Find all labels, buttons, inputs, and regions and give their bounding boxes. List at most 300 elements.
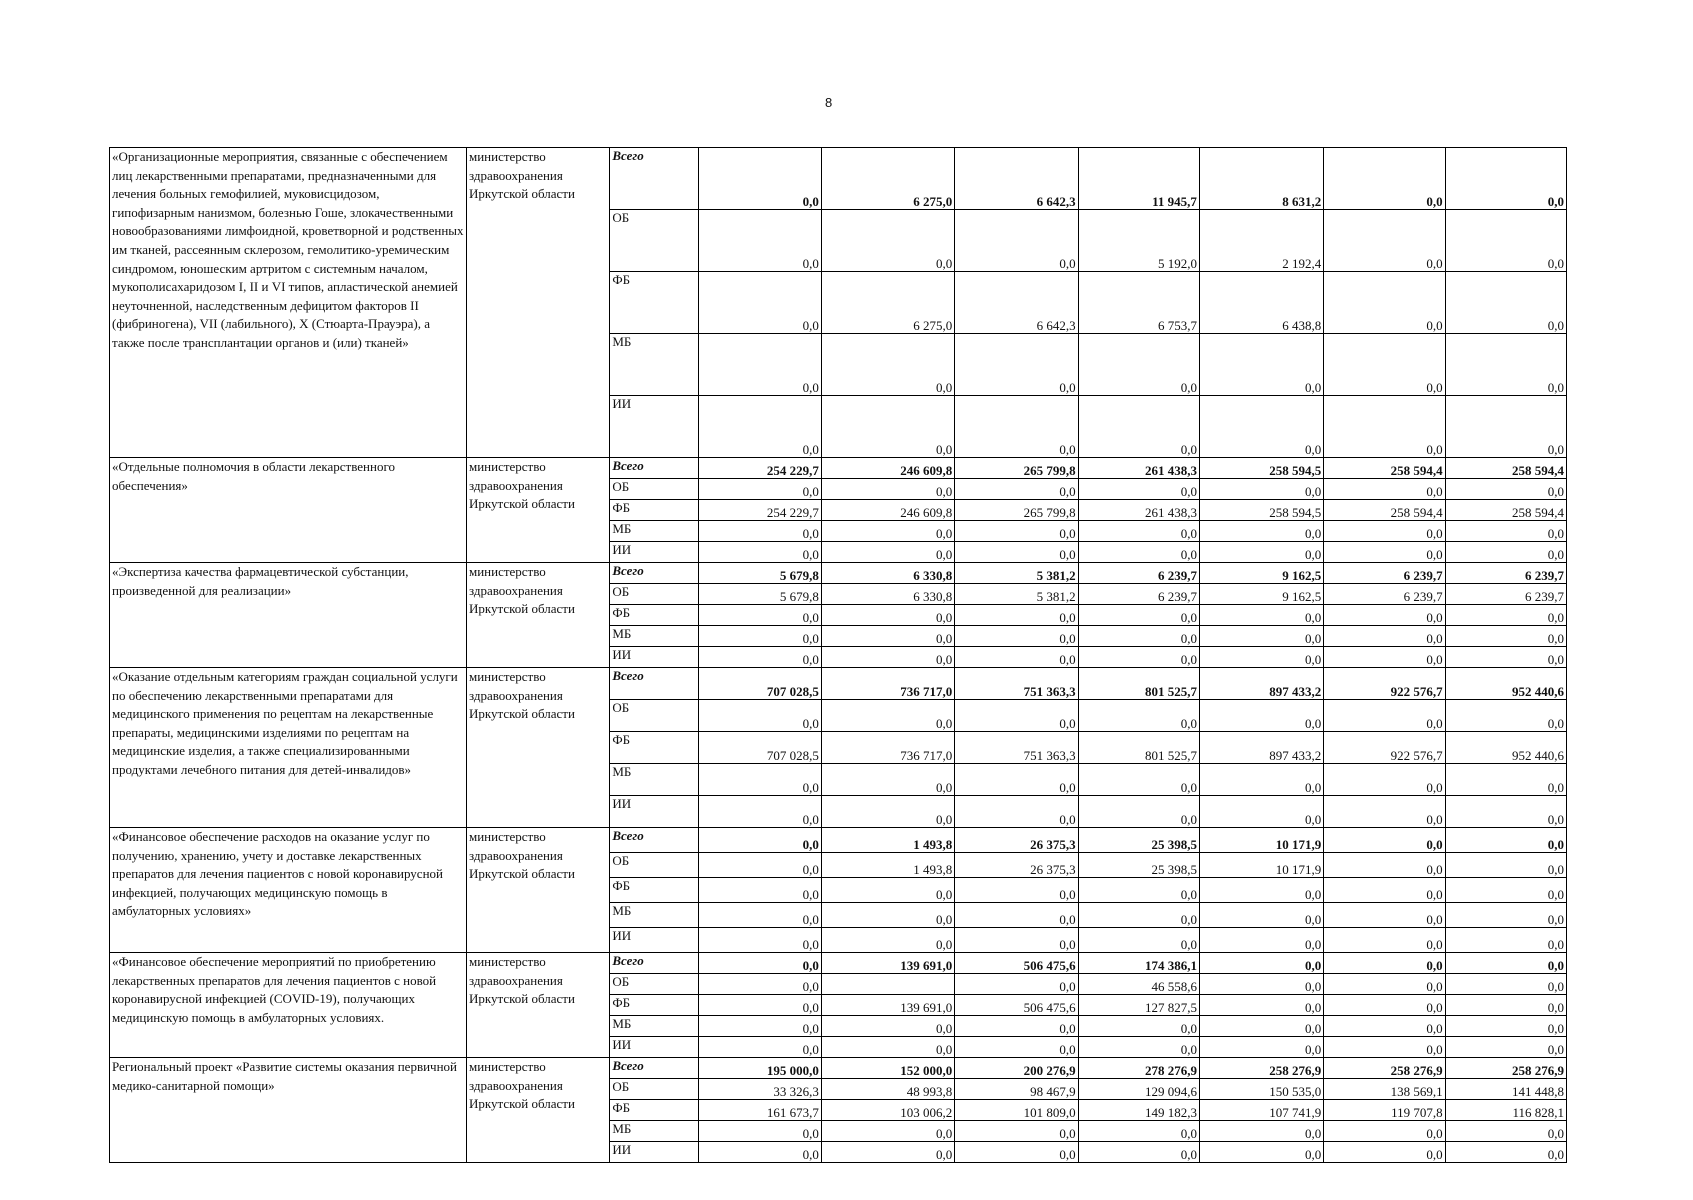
amount-cell: 0,0 bbox=[1078, 764, 1199, 796]
amount-cell: 0,0 bbox=[955, 542, 1078, 563]
amount-cell: 0,0 bbox=[821, 626, 954, 647]
amount-cell: 0,0 bbox=[1199, 334, 1323, 396]
funding-source: ФБ bbox=[610, 500, 698, 521]
funding-source: ОБ bbox=[610, 974, 698, 995]
amount-cell: 0,0 bbox=[698, 479, 821, 500]
amount-cell: 506 475,6 bbox=[955, 995, 1078, 1016]
amount-cell: 9 162,5 bbox=[1199, 584, 1323, 605]
amount-cell: 2 192,4 bbox=[1199, 210, 1323, 272]
amount-cell: 0,0 bbox=[821, 700, 954, 732]
amount-cell: 0,0 bbox=[698, 210, 821, 272]
funding-source: Всего bbox=[610, 953, 698, 974]
amount-cell: 0,0 bbox=[955, 334, 1078, 396]
amount-cell: 265 799,8 bbox=[955, 458, 1078, 479]
amount-cell: 0,0 bbox=[821, 521, 954, 542]
amount-cell: 0,0 bbox=[821, 334, 954, 396]
amount-cell: 0,0 bbox=[821, 903, 954, 928]
amount-cell: 261 438,3 bbox=[1078, 500, 1199, 521]
amount-cell: 0,0 bbox=[1199, 396, 1323, 458]
funding-source: ФБ bbox=[610, 732, 698, 764]
amount-cell: 0,0 bbox=[698, 521, 821, 542]
amount-cell: 0,0 bbox=[1078, 1016, 1199, 1037]
amount-cell: 139 691,0 bbox=[821, 953, 954, 974]
amount-cell: 0,0 bbox=[821, 878, 954, 903]
amount-cell: 0,0 bbox=[1445, 521, 1566, 542]
responsible-executor: министерство здравоохранения Иркутской области bbox=[466, 953, 609, 1058]
funding-source: ИИ bbox=[610, 928, 698, 953]
amount-cell: 258 594,4 bbox=[1445, 500, 1566, 521]
funding-source: ИИ bbox=[610, 396, 698, 458]
amount-cell: 6 239,7 bbox=[1324, 584, 1445, 605]
amount-cell: 0,0 bbox=[1445, 542, 1566, 563]
amount-cell: 0,0 bbox=[698, 853, 821, 878]
amount-cell: 0,0 bbox=[1445, 626, 1566, 647]
amount-cell: 0,0 bbox=[1199, 1016, 1323, 1037]
amount-cell: 0,0 bbox=[1199, 1037, 1323, 1058]
amount-cell: 0,0 bbox=[955, 1121, 1078, 1142]
amount-cell: 0,0 bbox=[821, 1121, 954, 1142]
funding-source: ИИ bbox=[610, 1037, 698, 1058]
amount-cell: 0,0 bbox=[955, 974, 1078, 995]
amount-cell: 11 945,7 bbox=[1078, 148, 1199, 210]
amount-cell: 0,0 bbox=[1324, 647, 1445, 668]
amount-cell: 6 275,0 bbox=[821, 148, 954, 210]
amount-cell: 0,0 bbox=[1078, 626, 1199, 647]
amount-cell: 174 386,1 bbox=[1078, 953, 1199, 974]
amount-cell: 0,0 bbox=[955, 700, 1078, 732]
amount-cell: 0,0 bbox=[1199, 928, 1323, 953]
amount-cell: 0,0 bbox=[955, 521, 1078, 542]
measure-name: «Финансовое обеспечение мероприятий по приобретению лекарственных препаратов для лечения пациентов с новой коронавирусной инфекцией (COVID-19), получающих медицинскую помощь в амбулаторных условиях. bbox=[110, 953, 467, 1058]
amount-cell: 0,0 bbox=[1445, 1016, 1566, 1037]
amount-cell: 258 276,9 bbox=[1324, 1058, 1445, 1079]
amount-cell: 1 493,8 bbox=[821, 853, 954, 878]
funding-source: ОБ bbox=[610, 700, 698, 732]
amount-cell: 0,0 bbox=[1445, 272, 1566, 334]
amount-cell: 0,0 bbox=[1324, 272, 1445, 334]
amount-cell: 258 276,9 bbox=[1199, 1058, 1323, 1079]
funding-source: Всего bbox=[610, 148, 698, 210]
amount-cell: 0,0 bbox=[1324, 1016, 1445, 1037]
amount-cell: 0,0 bbox=[1199, 1121, 1323, 1142]
measure-name: «Оказание отдельным категориям граждан социальной услуги по обеспечению лекарственными препаратами для медицинского применения по рецептам на лекарственные препараты, медицинскими изделиями по рецептам на медицинские изделия, а также специализированными продуктами лечебного питания для детей-инвалидов» bbox=[110, 668, 467, 828]
amount-cell: 0,0 bbox=[1078, 605, 1199, 626]
amount-cell: 0,0 bbox=[698, 878, 821, 903]
funding-source: ОБ bbox=[610, 584, 698, 605]
amount-cell: 0,0 bbox=[1445, 479, 1566, 500]
amount-cell: 261 438,3 bbox=[1078, 458, 1199, 479]
funding-source: ФБ bbox=[610, 1100, 698, 1121]
amount-cell: 0,0 bbox=[698, 647, 821, 668]
measure-name: «Организационные мероприятия, связанные с обеспечением лиц лекарственными препаратами, предназначенными для лечения больных гемофилией, муковисцидозом, гипофизарным нанизмом, болезнью Гоше, злокачественными новообразованиями лимфоидной, кроветворной и родственных им тканей, рассеянным склерозом, гемолитико-уремическим синдромом, юношеским артритом с системным началом, мукополисахаридозом I, II и VI типов, апластической анемией неуточненной, наследственным дефицитом факторов II (фибриногена), VII (лабильного), X (Стюарта-Прауэра), а также после трансплантации органов и (или) тканей» bbox=[110, 148, 467, 458]
amount-cell: 751 363,3 bbox=[955, 668, 1078, 700]
amount-cell: 0,0 bbox=[1445, 647, 1566, 668]
funding-source: ФБ bbox=[610, 995, 698, 1016]
funding-source: ИИ bbox=[610, 1142, 698, 1163]
amount-cell: 0,0 bbox=[1324, 853, 1445, 878]
amount-cell: 0,0 bbox=[1324, 396, 1445, 458]
amount-cell: 0,0 bbox=[1078, 647, 1199, 668]
amount-cell: 6 239,7 bbox=[1445, 584, 1566, 605]
amount-cell: 0,0 bbox=[1078, 796, 1199, 828]
amount-cell: 801 525,7 bbox=[1078, 732, 1199, 764]
amount-cell: 0,0 bbox=[955, 479, 1078, 500]
amount-cell: 6 642,3 bbox=[955, 148, 1078, 210]
amount-cell: 98 467,9 bbox=[955, 1079, 1078, 1100]
amount-cell: 0,0 bbox=[698, 928, 821, 953]
responsible-executor: министерство здравоохранения Иркутской области bbox=[466, 828, 609, 953]
amount-cell: 6 275,0 bbox=[821, 272, 954, 334]
amount-cell: 0,0 bbox=[955, 903, 1078, 928]
amount-cell: 138 569,1 bbox=[1324, 1079, 1445, 1100]
funding-source: ИИ bbox=[610, 796, 698, 828]
funding-source: Всего bbox=[610, 828, 698, 853]
amount-cell: 8 631,2 bbox=[1199, 148, 1323, 210]
amount-cell: 0,0 bbox=[1078, 878, 1199, 903]
amount-cell: 0,0 bbox=[1078, 334, 1199, 396]
amount-cell: 0,0 bbox=[821, 764, 954, 796]
amount-cell: 897 433,2 bbox=[1199, 732, 1323, 764]
amount-cell: 0,0 bbox=[1445, 953, 1566, 974]
amount-cell: 0,0 bbox=[1199, 796, 1323, 828]
measure-name: Региональный проект «Развитие системы оказания первичной медико-санитарной помощи» bbox=[110, 1058, 467, 1163]
amount-cell: 0,0 bbox=[1324, 521, 1445, 542]
amount-cell: 0,0 bbox=[1324, 995, 1445, 1016]
amount-cell: 6 330,8 bbox=[821, 584, 954, 605]
funding-source: ОБ bbox=[610, 210, 698, 272]
funding-source: МБ bbox=[610, 764, 698, 796]
amount-cell: 10 171,9 bbox=[1199, 853, 1323, 878]
amount-cell: 0,0 bbox=[1445, 995, 1566, 1016]
amount-cell: 0,0 bbox=[955, 878, 1078, 903]
amount-cell: 265 799,8 bbox=[955, 500, 1078, 521]
amount-cell: 6 753,7 bbox=[1078, 272, 1199, 334]
amount-cell: 0,0 bbox=[1445, 974, 1566, 995]
amount-cell: 0,0 bbox=[1199, 1142, 1323, 1163]
amount-cell: 0,0 bbox=[1199, 953, 1323, 974]
amount-cell: 0,0 bbox=[698, 764, 821, 796]
amount-cell: 26 375,3 bbox=[955, 828, 1078, 853]
amount-cell: 0,0 bbox=[1445, 1037, 1566, 1058]
funding-table bbox=[109, 147, 1567, 1163]
page-number: 8 bbox=[825, 95, 833, 110]
amount-cell: 0,0 bbox=[821, 210, 954, 272]
amount-cell: 0,0 bbox=[821, 542, 954, 563]
amount-cell: 139 691,0 bbox=[821, 995, 954, 1016]
amount-cell: 0,0 bbox=[1199, 647, 1323, 668]
amount-cell: 0,0 bbox=[1199, 479, 1323, 500]
funding-source: Всего bbox=[610, 458, 698, 479]
measure-name: «Экспертиза качества фармацевтической субстанции, произведенной для реализации» bbox=[110, 563, 467, 668]
funding-source: ФБ bbox=[610, 272, 698, 334]
amount-cell: 0,0 bbox=[1199, 764, 1323, 796]
amount-cell: 6 239,7 bbox=[1078, 584, 1199, 605]
amount-cell: 0,0 bbox=[821, 1142, 954, 1163]
amount-cell: 6 239,7 bbox=[1445, 563, 1566, 584]
amount-cell: 0,0 bbox=[698, 974, 821, 995]
amount-cell: 0,0 bbox=[1324, 479, 1445, 500]
measure-name: «Отдельные полномочия в области лекарственного обеспечения» bbox=[110, 458, 467, 563]
amount-cell: 0,0 bbox=[698, 796, 821, 828]
amount-cell: 0,0 bbox=[955, 1142, 1078, 1163]
amount-cell: 0,0 bbox=[698, 605, 821, 626]
amount-cell: 6 330,8 bbox=[821, 563, 954, 584]
amount-cell: 0,0 bbox=[821, 479, 954, 500]
amount-cell: 707 028,5 bbox=[698, 668, 821, 700]
funding-source: МБ bbox=[610, 626, 698, 647]
amount-cell: 107 741,9 bbox=[1199, 1100, 1323, 1121]
amount-cell: 0,0 bbox=[955, 626, 1078, 647]
amount-cell: 0,0 bbox=[1078, 1121, 1199, 1142]
funding-source: ФБ bbox=[610, 605, 698, 626]
amount-cell: 0,0 bbox=[1199, 700, 1323, 732]
amount-cell: 0,0 bbox=[1078, 1037, 1199, 1058]
amount-cell: 0,0 bbox=[1324, 210, 1445, 272]
amount-cell: 149 182,3 bbox=[1078, 1100, 1199, 1121]
funding-source: Всего bbox=[610, 668, 698, 700]
amount-cell: 0,0 bbox=[1324, 626, 1445, 647]
amount-cell: 0,0 bbox=[1445, 903, 1566, 928]
amount-cell: 0,0 bbox=[1199, 974, 1323, 995]
responsible-executor: министерство здравоохранения Иркутской области bbox=[466, 148, 609, 458]
amount-cell: 6 239,7 bbox=[1324, 563, 1445, 584]
amount-cell: 0,0 bbox=[1324, 953, 1445, 974]
amount-cell: 0,0 bbox=[1199, 878, 1323, 903]
amount-cell: 952 440,6 bbox=[1445, 732, 1566, 764]
amount-cell: 801 525,7 bbox=[1078, 668, 1199, 700]
amount-cell: 26 375,3 bbox=[955, 853, 1078, 878]
amount-cell: 278 276,9 bbox=[1078, 1058, 1199, 1079]
amount-cell bbox=[821, 974, 954, 995]
amount-cell: 0,0 bbox=[955, 396, 1078, 458]
amount-cell: 33 326,3 bbox=[698, 1079, 821, 1100]
amount-cell: 0,0 bbox=[1445, 928, 1566, 953]
funding-source: МБ bbox=[610, 521, 698, 542]
amount-cell: 5 192,0 bbox=[1078, 210, 1199, 272]
amount-cell: 0,0 bbox=[698, 148, 821, 210]
amount-cell: 0,0 bbox=[1078, 700, 1199, 732]
table-row bbox=[110, 1058, 1567, 1079]
amount-cell: 141 448,8 bbox=[1445, 1079, 1566, 1100]
amount-cell: 0,0 bbox=[1445, 1121, 1566, 1142]
amount-cell: 5 679,8 bbox=[698, 563, 821, 584]
responsible-executor: министерство здравоохранения Иркутской области bbox=[466, 563, 609, 668]
amount-cell: 129 094,6 bbox=[1078, 1079, 1199, 1100]
amount-cell: 152 000,0 bbox=[821, 1058, 954, 1079]
amount-cell: 0,0 bbox=[1078, 542, 1199, 563]
amount-cell: 0,0 bbox=[821, 928, 954, 953]
amount-cell: 0,0 bbox=[1445, 878, 1566, 903]
amount-cell: 101 809,0 bbox=[955, 1100, 1078, 1121]
funding-source: МБ bbox=[610, 1016, 698, 1037]
amount-cell: 0,0 bbox=[1445, 605, 1566, 626]
amount-cell: 0,0 bbox=[1324, 903, 1445, 928]
amount-cell: 10 171,9 bbox=[1199, 828, 1323, 853]
amount-cell: 922 576,7 bbox=[1324, 668, 1445, 700]
amount-cell: 0,0 bbox=[1445, 148, 1566, 210]
amount-cell: 0,0 bbox=[698, 828, 821, 853]
amount-cell: 25 398,5 bbox=[1078, 853, 1199, 878]
amount-cell: 6 438,8 bbox=[1199, 272, 1323, 334]
amount-cell: 116 828,1 bbox=[1445, 1100, 1566, 1121]
amount-cell: 0,0 bbox=[955, 1037, 1078, 1058]
amount-cell: 246 609,8 bbox=[821, 500, 954, 521]
amount-cell: 0,0 bbox=[955, 210, 1078, 272]
amount-cell: 6 239,7 bbox=[1078, 563, 1199, 584]
amount-cell: 0,0 bbox=[698, 396, 821, 458]
amount-cell: 0,0 bbox=[698, 1037, 821, 1058]
table-row bbox=[110, 458, 1567, 479]
amount-cell: 0,0 bbox=[698, 1016, 821, 1037]
amount-cell: 0,0 bbox=[821, 1037, 954, 1058]
amount-cell: 0,0 bbox=[1199, 605, 1323, 626]
amount-cell: 5 381,2 bbox=[955, 584, 1078, 605]
table-row bbox=[110, 563, 1567, 584]
amount-cell: 0,0 bbox=[1324, 764, 1445, 796]
amount-cell: 0,0 bbox=[1445, 828, 1566, 853]
amount-cell: 922 576,7 bbox=[1324, 732, 1445, 764]
amount-cell: 0,0 bbox=[1445, 396, 1566, 458]
amount-cell: 0,0 bbox=[1445, 210, 1566, 272]
amount-cell: 48 993,8 bbox=[821, 1079, 954, 1100]
measure-name: «Финансовое обеспечение расходов на оказание услуг по получению, хранению, учету и доставке лекарственных препаратов для лечения пациентов с новой коронавирусной инфекцией, получающих медицинскую помощь в амбулаторных условиях» bbox=[110, 828, 467, 953]
amount-cell: 6 642,3 bbox=[955, 272, 1078, 334]
amount-cell: 0,0 bbox=[698, 953, 821, 974]
funding-source: МБ bbox=[610, 1121, 698, 1142]
amount-cell: 707 028,5 bbox=[698, 732, 821, 764]
table-row bbox=[110, 148, 1567, 210]
amount-cell: 0,0 bbox=[1199, 995, 1323, 1016]
amount-cell: 0,0 bbox=[1078, 396, 1199, 458]
amount-cell: 161 673,7 bbox=[698, 1100, 821, 1121]
amount-cell: 0,0 bbox=[1324, 1037, 1445, 1058]
funding-source: ИИ bbox=[610, 647, 698, 668]
amount-cell: 0,0 bbox=[698, 903, 821, 928]
amount-cell: 0,0 bbox=[1324, 700, 1445, 732]
amount-cell: 0,0 bbox=[955, 647, 1078, 668]
amount-cell: 0,0 bbox=[1324, 796, 1445, 828]
amount-cell: 0,0 bbox=[1324, 148, 1445, 210]
amount-cell: 1 493,8 bbox=[821, 828, 954, 853]
amount-cell: 0,0 bbox=[1324, 974, 1445, 995]
amount-cell: 0,0 bbox=[1078, 479, 1199, 500]
amount-cell: 258 276,9 bbox=[1445, 1058, 1566, 1079]
table-row bbox=[110, 668, 1567, 700]
funding-source: МБ bbox=[610, 903, 698, 928]
amount-cell: 0,0 bbox=[1324, 1121, 1445, 1142]
amount-cell: 254 229,7 bbox=[698, 458, 821, 479]
amount-cell: 258 594,5 bbox=[1199, 500, 1323, 521]
funding-source: ОБ bbox=[610, 853, 698, 878]
amount-cell: 736 717,0 bbox=[821, 668, 954, 700]
table-row bbox=[110, 828, 1567, 853]
amount-cell: 0,0 bbox=[1324, 542, 1445, 563]
amount-cell: 150 535,0 bbox=[1199, 1079, 1323, 1100]
amount-cell: 246 609,8 bbox=[821, 458, 954, 479]
funding-source: Всего bbox=[610, 1058, 698, 1079]
amount-cell: 751 363,3 bbox=[955, 732, 1078, 764]
amount-cell: 0,0 bbox=[821, 796, 954, 828]
amount-cell: 0,0 bbox=[1445, 700, 1566, 732]
amount-cell: 0,0 bbox=[1324, 1142, 1445, 1163]
amount-cell: 0,0 bbox=[1324, 828, 1445, 853]
amount-cell: 0,0 bbox=[1445, 796, 1566, 828]
amount-cell: 258 594,4 bbox=[1324, 458, 1445, 479]
amount-cell: 0,0 bbox=[955, 796, 1078, 828]
funding-source: Всего bbox=[610, 563, 698, 584]
amount-cell: 258 594,4 bbox=[1445, 458, 1566, 479]
amount-cell: 0,0 bbox=[1199, 542, 1323, 563]
amount-cell: 127 827,5 bbox=[1078, 995, 1199, 1016]
funding-source: ФБ bbox=[610, 878, 698, 903]
amount-cell: 258 594,5 bbox=[1199, 458, 1323, 479]
amount-cell: 9 162,5 bbox=[1199, 563, 1323, 584]
amount-cell: 25 398,5 bbox=[1078, 828, 1199, 853]
amount-cell: 0,0 bbox=[1078, 1142, 1199, 1163]
amount-cell: 0,0 bbox=[1078, 903, 1199, 928]
amount-cell: 254 229,7 bbox=[698, 500, 821, 521]
amount-cell: 736 717,0 bbox=[821, 732, 954, 764]
amount-cell: 0,0 bbox=[698, 995, 821, 1016]
amount-cell: 0,0 bbox=[821, 396, 954, 458]
amount-cell: 0,0 bbox=[1445, 1142, 1566, 1163]
amount-cell: 258 594,4 bbox=[1324, 500, 1445, 521]
amount-cell: 0,0 bbox=[1324, 605, 1445, 626]
amount-cell: 0,0 bbox=[1199, 626, 1323, 647]
amount-cell: 0,0 bbox=[1445, 764, 1566, 796]
amount-cell: 0,0 bbox=[1078, 928, 1199, 953]
funding-source: ОБ bbox=[610, 479, 698, 500]
responsible-executor: министерство здравоохранения Иркутской области bbox=[466, 1058, 609, 1163]
amount-cell: 0,0 bbox=[955, 764, 1078, 796]
amount-cell: 0,0 bbox=[955, 605, 1078, 626]
amount-cell: 0,0 bbox=[955, 1016, 1078, 1037]
amount-cell: 0,0 bbox=[821, 1016, 954, 1037]
amount-cell: 0,0 bbox=[698, 626, 821, 647]
amount-cell: 0,0 bbox=[1199, 521, 1323, 542]
table-row bbox=[110, 953, 1567, 974]
amount-cell: 897 433,2 bbox=[1199, 668, 1323, 700]
amount-cell: 0,0 bbox=[1199, 903, 1323, 928]
amount-cell: 0,0 bbox=[698, 272, 821, 334]
amount-cell: 0,0 bbox=[821, 605, 954, 626]
amount-cell: 0,0 bbox=[698, 1121, 821, 1142]
amount-cell: 0,0 bbox=[955, 928, 1078, 953]
amount-cell: 0,0 bbox=[1445, 853, 1566, 878]
amount-cell: 46 558,6 bbox=[1078, 974, 1199, 995]
amount-cell: 0,0 bbox=[698, 542, 821, 563]
amount-cell: 119 707,8 bbox=[1324, 1100, 1445, 1121]
amount-cell: 0,0 bbox=[1324, 334, 1445, 396]
amount-cell: 0,0 bbox=[698, 1142, 821, 1163]
funding-source: ИИ bbox=[610, 542, 698, 563]
amount-cell: 0,0 bbox=[1078, 521, 1199, 542]
responsible-executor: министерство здравоохранения Иркутской области bbox=[466, 458, 609, 563]
funding-source: ОБ bbox=[610, 1079, 698, 1100]
responsible-executor: министерство здравоохранения Иркутской области bbox=[466, 668, 609, 828]
amount-cell: 0,0 bbox=[698, 334, 821, 396]
amount-cell: 5 679,8 bbox=[698, 584, 821, 605]
amount-cell: 0,0 bbox=[821, 647, 954, 668]
amount-cell: 5 381,2 bbox=[955, 563, 1078, 584]
amount-cell: 0,0 bbox=[698, 700, 821, 732]
amount-cell: 0,0 bbox=[1324, 878, 1445, 903]
amount-cell: 195 000,0 bbox=[698, 1058, 821, 1079]
amount-cell: 200 276,9 bbox=[955, 1058, 1078, 1079]
amount-cell: 0,0 bbox=[1324, 928, 1445, 953]
funding-source: МБ bbox=[610, 334, 698, 396]
amount-cell: 0,0 bbox=[1445, 334, 1566, 396]
